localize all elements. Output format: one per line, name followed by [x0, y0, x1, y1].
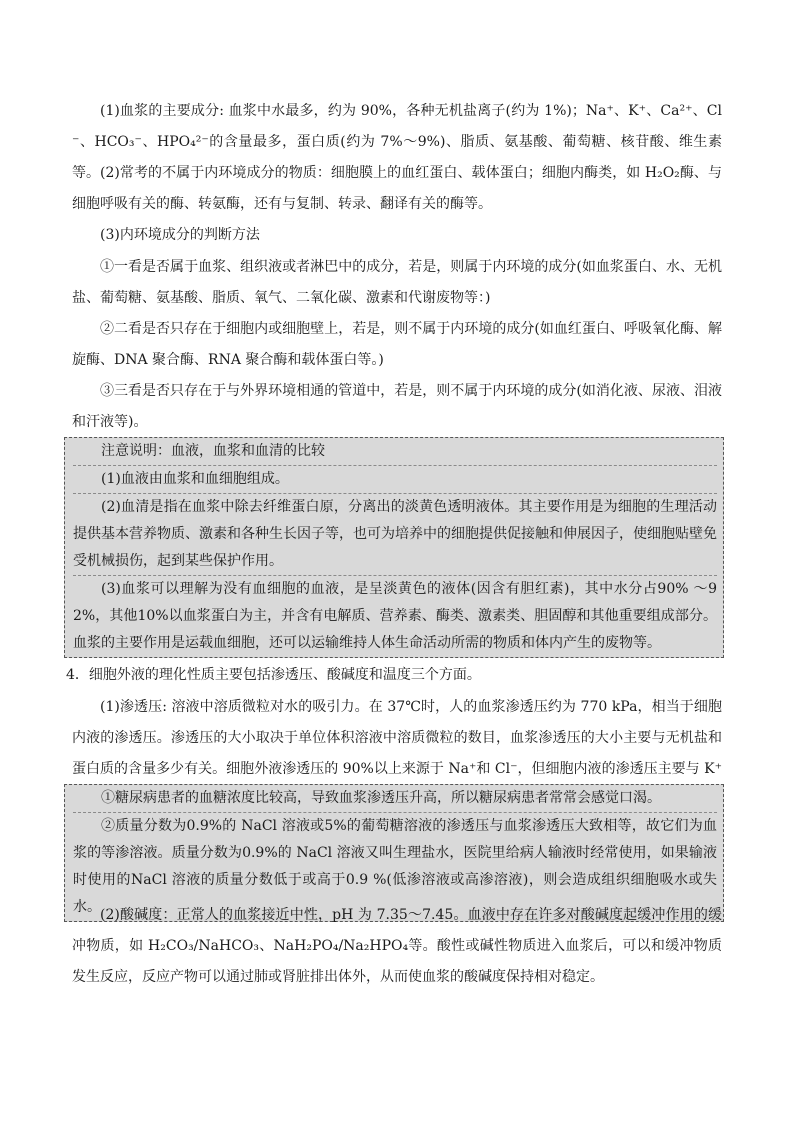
paragraph-osmotic-pressure: (1)渗透压: 溶液中溶质微粒对水的吸引力。在 37℃时，人的血浆渗透压约为 770 kPa，相当于细胞内液的渗透压。渗透压的大小取决于单位体积溶液中溶质微粒的数目，血浆渗透压的大小主要与无机盐和蛋白质的含量多少有关。细胞外液渗透压的 90%以上来源于 Na⁺和 Cl⁻，但细胞内液的渗透压主要与 K⁺	[72, 699, 722, 777]
note-blood-composition: (1)血液由血浆和血细胞组成。	[73, 466, 717, 494]
paragraph-judgment-method-heading: (3)内环境成分的判断方法	[100, 227, 260, 243]
note-box-blood-plasma-serum	[64, 437, 724, 658]
paragraph-non-environment-substances: (2)常考的不属于内环境成分的物质：细胞膜上的血红蛋白、载体蛋白；细胞内酶类，如 H₂O₂酶、与细胞呼吸有关的酶、转氨酶，还有与复制、转录、翻译有关的酶等。	[72, 165, 722, 212]
note-isotonic-solution: ②质量分数为0.9%的 NaCl 溶液或5%的葡萄糖溶液的渗透压与血浆渗透压大致相等，故它们为血浆的等渗溶液。质量分数为0.9%的 NaCl 溶液又叫生理盐水，医院里给病人输液时经常使用，如果输液时使用的NaCl 溶液的质量分数低于或高于0.9 %(低渗溶液或高渗溶液)，则会造成组织细胞吸水或失水。	[73, 818, 717, 915]
note-title: 注意说明：血液，血浆和血清的比较	[73, 438, 717, 466]
paragraph-plasma-components: (1)血浆的主要成分: 血浆中水最多，约为 90%，各种无机盐离子(约为 1%)；Na⁺、K⁺、Ca²⁺、Cl⁻、HCO₃⁻、HPO₄²⁻的含量最多，蛋白质(约为 7%～9%)、脂质、氨基酸、葡萄糖、核苷酸、维生素等。	[72, 103, 722, 181]
note-serum-definition: (2)血清是指在血浆中除去纤维蛋白原，分离出的淡黄色透明液体。其主要作用是为细胞的生理活动提供基本营养物质、激素和各种生长因子等，也可为培养中的细胞提供促接触和伸展因子，使细胞贴壁免受机械损伤，起到某些保护作用。	[73, 494, 717, 576]
note-diabetes: ①糖尿病患者的血糖浓度比较高，导致血浆渗透压升高，所以糖尿病患者常常会感觉口渴。	[73, 785, 717, 813]
section-4-heading: 4．细胞外液的理化性质主要包括渗透压、酸碱度和温度三个方面。	[66, 667, 481, 683]
note-plasma-definition: (3)血浆可以理解为没有血细胞的血液，是呈淡黄色的液体(因含有胆红素)，其中水分占90% ～92%，其他10%以血浆蛋白为主，并含有电解质、营养素、酶类、激素类、胆固醇和其他重要组成部分。血浆的主要作用是运载血细胞，还可以运输维持人体生命活动所需的物质和体内产生的废物等。	[73, 581, 717, 651]
paragraph-second-look: ②二看是否只存在于细胞内或细胞壁上，若是，则不属于内环境的成分(如血红蛋白、呼吸氧化酶、解旋酶、DNA 聚合酶、RNA 聚合酶和载体蛋白等。)	[72, 321, 722, 368]
paragraph-ph: (2)酸碱度：正常人的血浆接近中性，pH 为 7.35～7.45。血液中存在许多对酸碱度起缓冲作用的缓冲物质，如 H₂CO₃/NaHCO₃、NaH₂PO₄/Na₂HPO₄等。酸性或碱性物质进入血浆后，可以和缓冲物质发生反应，反应产物可以通过肺或肾脏排出体外，从而使血浆的酸碱度保持相对稳定。	[72, 907, 722, 985]
paragraph-first-look: ①一看是否属于血浆、组织液或者淋巴中的成分，若是，则属于内环境的成分(如血浆蛋白、水、无机盐、葡萄糖、氨基酸、脂质、氧气、二氧化碳、激素和代谢废物等：)	[72, 259, 722, 306]
paragraph-third-look: ③三看是否只存在于与外界环境相通的管道中，若是，则不属于内环境的成分(如消化液、尿液、泪液和汗液等)。	[72, 383, 722, 430]
